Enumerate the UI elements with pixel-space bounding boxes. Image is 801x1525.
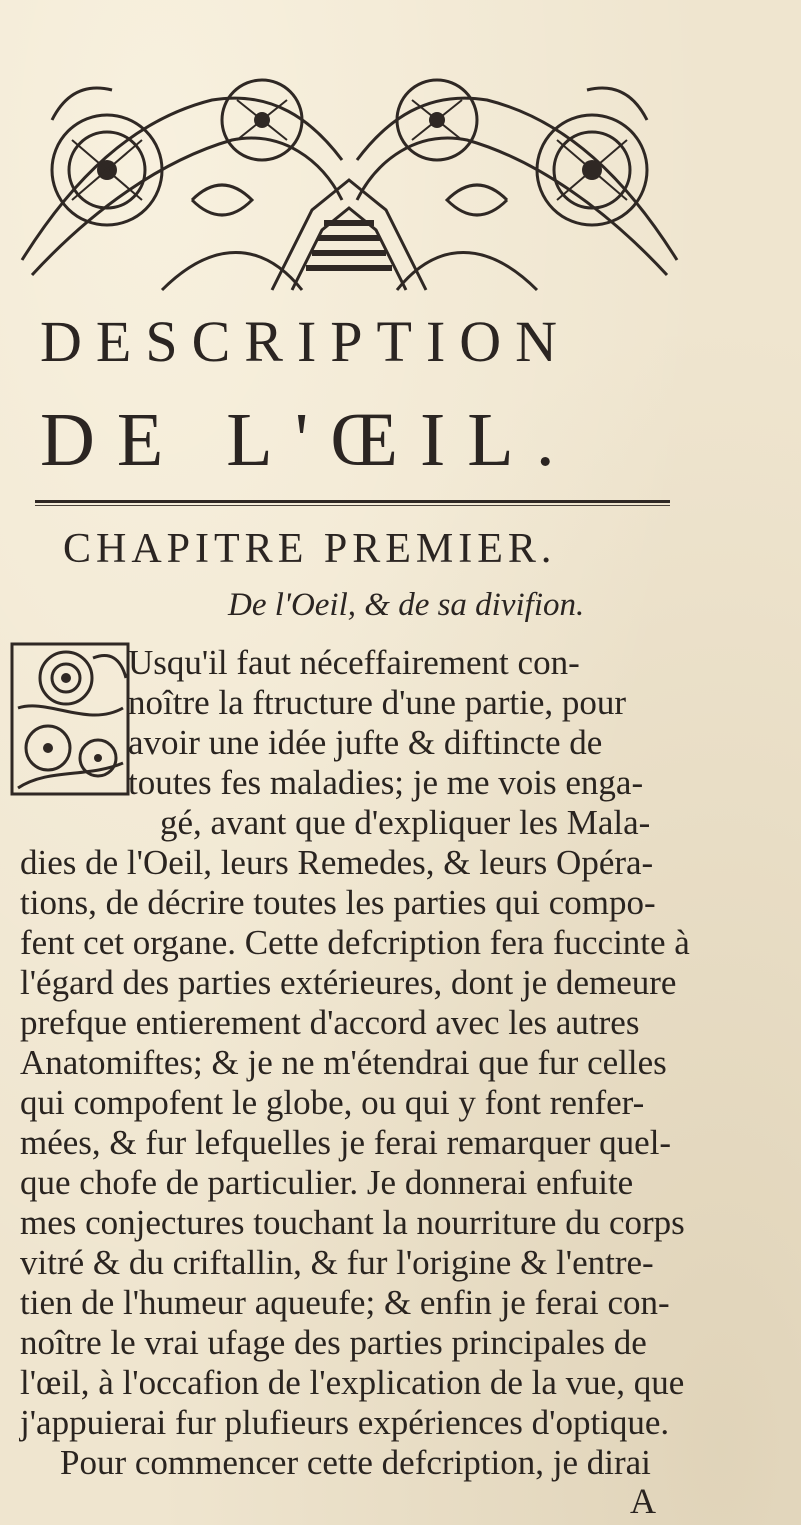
- body-line: qui compofent le globe, ou qui y font renfer-: [20, 1083, 645, 1122]
- signature-mark: A: [630, 1481, 656, 1521]
- body-line: gé, avant que d'expliquer les Mala-: [160, 803, 651, 842]
- title-de-loeil: DE L'ŒIL.: [40, 398, 577, 482]
- body-line: l'égard des parties extérieures, dont je demeure: [20, 963, 677, 1002]
- body-line: j'appuierai fur plufieurs expériences d'optique.: [20, 1403, 670, 1442]
- body-line: Anatomiftes; & je ne m'étendrai que fur celles: [20, 1043, 667, 1082]
- body-line: l'œil, à l'occafion de l'explication de la vue, que: [20, 1363, 685, 1402]
- body-line: tien de l'humeur aqueufe; & enfin je ferai con-: [20, 1283, 670, 1322]
- body-line: toutes fes maladies; je me vois enga-: [128, 763, 644, 802]
- body-line: avoir une idée jufte & diftincte de: [128, 723, 603, 762]
- body-line-last: Pour commencer cette defcription, je dirai: [60, 1443, 651, 1482]
- chapter-heading: CHAPITRE PREMIER.: [63, 526, 557, 572]
- body-line: dies de l'Oeil, leurs Remedes, & leurs Opéra-: [20, 843, 654, 882]
- body-line: Usqu'il faut néceffairement con-: [128, 643, 580, 682]
- body-line: que chofe de particulier. Je donnerai enfuite: [20, 1163, 634, 1202]
- body-line: mées, & fur lefquelles je ferai remarquer quel-: [20, 1123, 672, 1162]
- body-line: vitré & du criftallin, & fur l'origine & l'entre-: [20, 1243, 654, 1282]
- body-line: noître le vrai ufage des parties principales de: [20, 1323, 647, 1362]
- body-line: prefque entierement d'accord avec les autres: [20, 1003, 640, 1042]
- chapter-subtitle: De l'Oeil, & de sa divifion.: [228, 587, 585, 623]
- title-description: DESCRIPTION: [40, 309, 572, 374]
- body-line: fent cet organe. Cette defcription fera fuccinte à: [20, 923, 690, 962]
- body-line: tions, de décrire toutes les parties qui compo-: [20, 883, 656, 922]
- body-line: noître la ftructure d'une partie, pour: [128, 683, 627, 722]
- body-line: mes conjectures touchant la nourriture du corps: [20, 1203, 685, 1242]
